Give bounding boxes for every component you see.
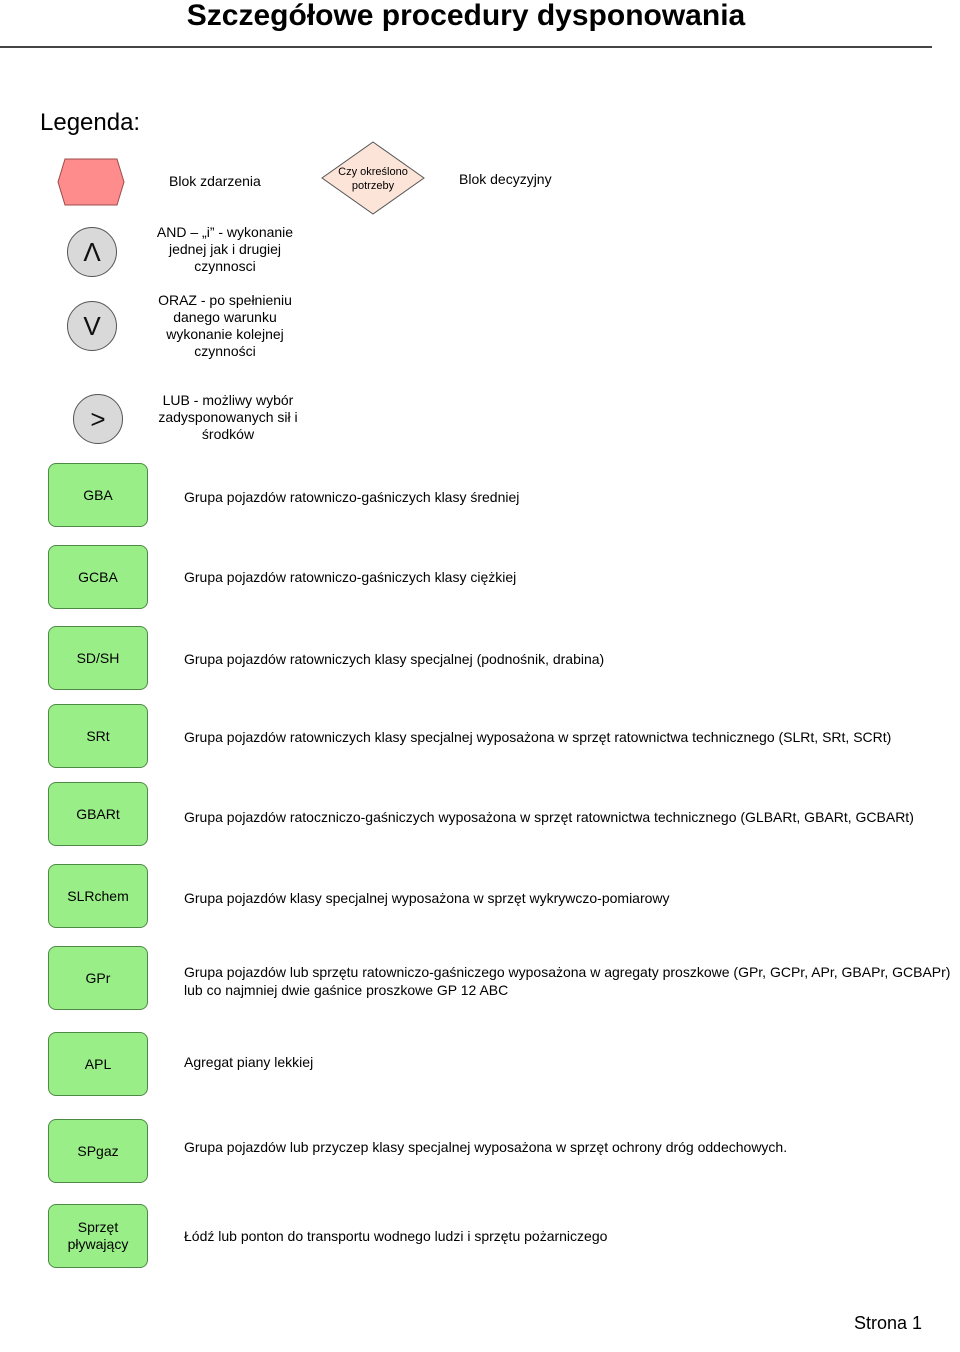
group-description: Grupa pojazdów klasy specjalnej wyposażona w sprzęt wykrywczo-pomiarowy bbox=[184, 890, 670, 906]
group-box-gba: GBA bbox=[48, 463, 148, 527]
group-box-spgaz: SPgaz bbox=[48, 1119, 148, 1183]
and-operator-icon: Λ bbox=[67, 227, 117, 277]
or-operator-description: ORAZ - po spełnieniu danego warunku wykonanie kolejnej czynności bbox=[158, 292, 292, 359]
or-operator-icon: V bbox=[67, 301, 117, 351]
group-box-slrchem: SLRchem bbox=[48, 864, 148, 928]
group-description: Grupa pojazdów ratowniczych klasy specjalnej (podnośnik, drabina) bbox=[184, 651, 605, 667]
group-description: Grupa pojazdów lub przyczep klasy specjalnej wyposażona w sprzęt ochrony dróg oddechowych. bbox=[184, 1139, 788, 1155]
group-box-gpr: GPr bbox=[48, 946, 148, 1010]
group-description: Grupa pojazdów ratowniczo-gaśniczych klasy ciężkiej bbox=[184, 569, 517, 585]
group-box-srt: SRt bbox=[48, 704, 148, 768]
group-description: Grupa pojazdów ratowniczo-gaśniczych klasy średniej bbox=[184, 489, 520, 505]
decision-block-label: Blok decyzyjny bbox=[459, 171, 552, 187]
title-divider bbox=[0, 46, 932, 48]
legend-heading: Legenda: bbox=[40, 109, 141, 136]
page-number: Strona 1 bbox=[853, 1313, 922, 1333]
event-block-shape bbox=[56, 158, 126, 206]
and-operator-description: AND – „i” - wykonanie jednej jak i drugiej czynnosci bbox=[156, 224, 294, 274]
group-description: Grupa pojazdów ratowniczych klasy specjalnej wyposażona w sprzęt ratownictwa technicznego (SLRt, SRt, SCRt) bbox=[184, 729, 892, 745]
event-block-label: Blok zdarzenia bbox=[169, 173, 261, 189]
group-box-apl: APL bbox=[48, 1032, 148, 1096]
xor-operator-description: LUB - możliwy wybór zadysponowanych sił i środków bbox=[158, 392, 298, 442]
group-box-gcba: GCBA bbox=[48, 545, 148, 609]
group-description: Grupa pojazdów lub sprzętu ratowniczo-gaśniczego wyposażona w agregaty proszkowe (GPr, GCPr, APr, GBAPr, GCBAPr) lub co najmniej dwie gaśnice proszkowe GP 12 ABC bbox=[184, 964, 951, 998]
group-description: Łódź lub ponton do transportu wodnego ludzi i sprzętu pożarniczego bbox=[184, 1228, 608, 1244]
group-description: Grupa pojazdów ratoczniczo-gaśniczych wyposażona w sprzęt ratownictwa technicznego (GLBARt, GBARt, GCBARt) bbox=[184, 809, 914, 825]
xor-operator-icon: > bbox=[73, 394, 123, 444]
group-box-sprzet-plywajacy: Sprzęt pływający bbox=[48, 1204, 148, 1268]
group-box-sd-sh: SD/SH bbox=[48, 626, 148, 690]
page-title: Szczegółowe procedury dysponowania bbox=[186, 0, 746, 32]
group-description: Agregat piany lekkiej bbox=[184, 1054, 314, 1070]
decision-block-text: Czy określono potrzeby bbox=[338, 166, 408, 192]
group-box-gbart: GBARt bbox=[48, 782, 148, 846]
